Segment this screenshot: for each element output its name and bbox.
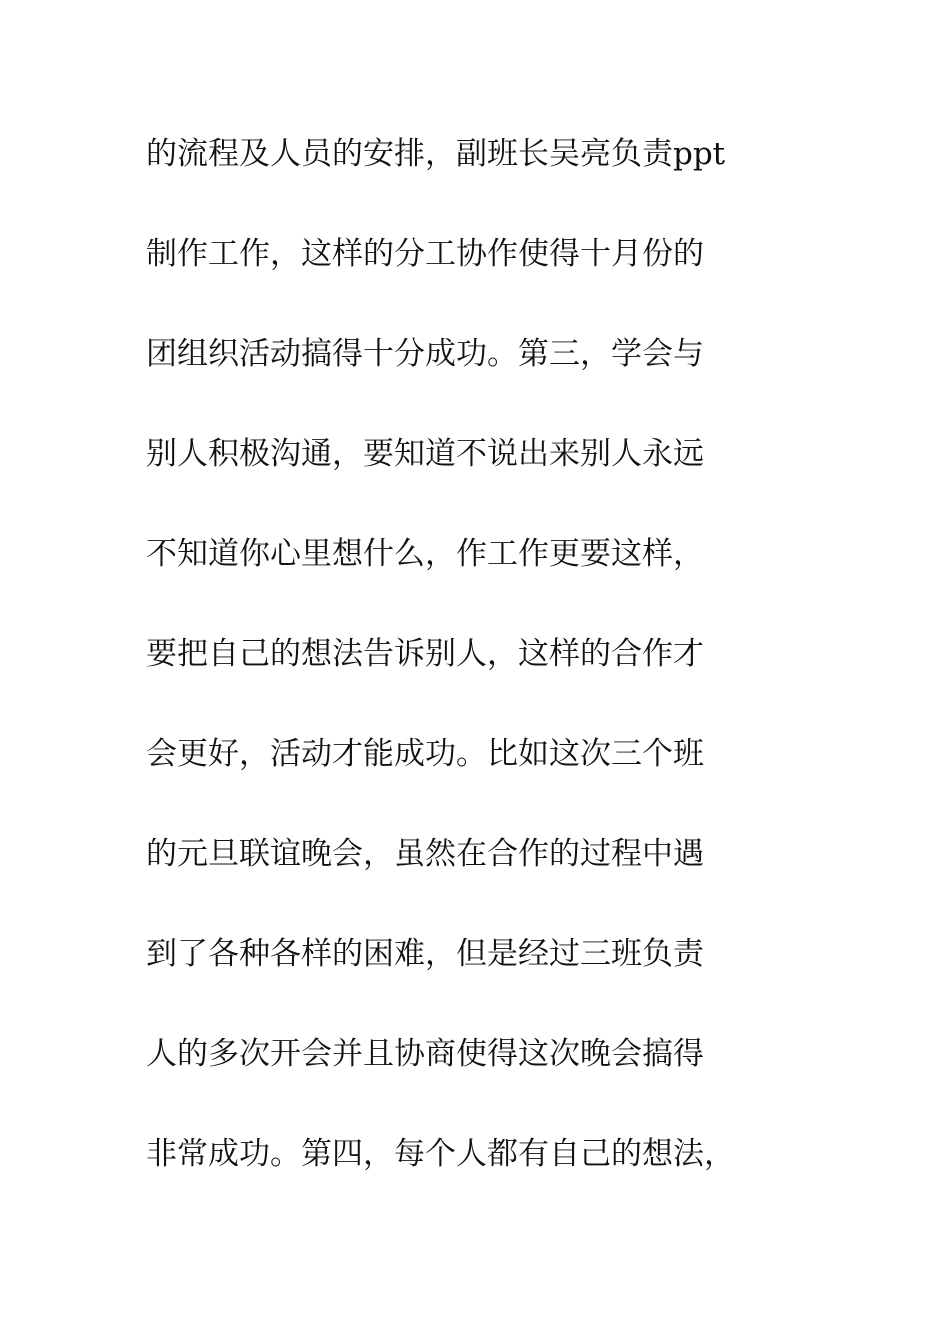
text-line-5: 不知道你心里想什么，作工作更要这样， [146,536,704,572]
text-line-1: 的流程及人员的安排，副班长吴亮负责ppt [146,136,726,172]
text-line-9: 到了各种各样的困难，但是经过三班负责 [146,936,704,972]
text-line-8: 的元旦联谊晚会，虽然在合作的过程中遇 [146,836,704,872]
text-line-6: 要把自己的想法告诉别人，这样的合作才 [146,636,704,672]
text-line-4: 别人积极沟通，要知道不说出来别人永远 [146,436,704,472]
text-line-10: 人的多次开会并且协商使得这次晚会搞得 [146,1036,704,1072]
text-line-11: 非常成功。第四，每个人都有自己的想法， [146,1136,735,1172]
text-line-2: 制作工作，这样的分工协作使得十月份的 [146,236,704,272]
body-text [146,126,846,1226]
text-line-7: 会更好，活动才能成功。比如这次三个班 [146,736,704,772]
text-line-3: 团组织活动搞得十分成功。第三，学会与 [146,336,704,372]
